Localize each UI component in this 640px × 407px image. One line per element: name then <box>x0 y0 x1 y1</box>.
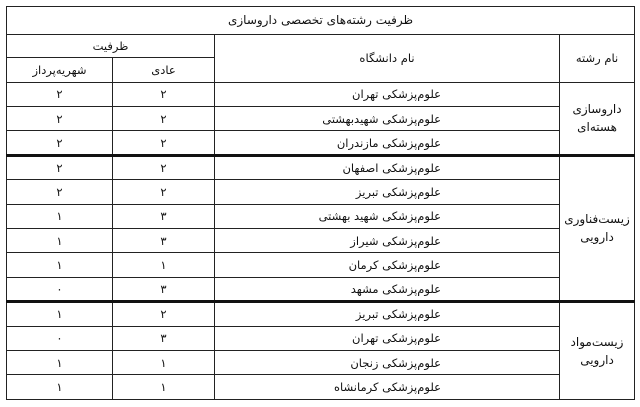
tuition-cell: ۲ <box>7 82 113 106</box>
table-row <box>7 326 635 350</box>
table-row <box>7 82 635 106</box>
university-cell: علوم‌پزشکی زنجان <box>215 351 560 375</box>
university-cell: علوم‌پزشکی شهید بهشتی <box>215 204 560 228</box>
tuition-cell: ۲ <box>7 106 113 130</box>
university-cell: علوم‌پزشکی اصفهان <box>215 155 560 179</box>
university-cell: علوم‌پزشکی کرمانشاه <box>215 375 560 400</box>
table-row <box>7 106 635 130</box>
regular-cell: ۲ <box>113 302 215 326</box>
field-cell: زیست‌فناوری دارویی <box>560 155 635 301</box>
tuition-cell: ۱ <box>7 204 113 228</box>
tuition-cell: ۱ <box>7 302 113 326</box>
tuition-cell: ۲ <box>7 155 113 179</box>
tuition-cell: ۱ <box>7 253 113 277</box>
field-cell: داروسازی هسته‌ای <box>560 82 635 155</box>
regular-header: عادی <box>113 57 215 82</box>
table-row <box>7 351 635 375</box>
regular-cell: ۲ <box>113 106 215 130</box>
university-cell: علوم‌پزشکی تبریز <box>215 180 560 204</box>
tuition-cell: ۰ <box>7 277 113 301</box>
table-row <box>7 253 635 277</box>
tuition-cell: ۱ <box>7 375 113 400</box>
university-cell: علوم‌پزشکی کرمان <box>215 253 560 277</box>
capacity-header: ظرفیت <box>7 34 215 57</box>
tuition-cell: ۲ <box>7 180 113 204</box>
table-row <box>7 180 635 204</box>
field-header: نام رشته <box>560 34 635 82</box>
university-cell: علوم‌پزشکی شیراز <box>215 228 560 252</box>
table-row <box>7 204 635 228</box>
tuition-header: شهریه‌پرداز <box>7 57 113 82</box>
capacity-table <box>6 6 635 400</box>
field-cell: زیست‌مواد دارویی <box>560 302 635 400</box>
regular-cell: ۳ <box>113 326 215 350</box>
university-cell: علوم‌پزشکی تهران <box>215 82 560 106</box>
table-row <box>7 155 635 179</box>
university-cell: علوم‌پزشکی شهیدبهشتی <box>215 106 560 130</box>
regular-cell: ۲ <box>113 82 215 106</box>
regular-cell: ۱ <box>113 253 215 277</box>
regular-cell: ۲ <box>113 180 215 204</box>
university-cell: علوم‌پزشکی مازندران <box>215 131 560 155</box>
regular-cell: ۳ <box>113 277 215 301</box>
table-row <box>7 131 635 155</box>
tuition-cell: ۰ <box>7 326 113 350</box>
regular-cell: ۳ <box>113 228 215 252</box>
regular-cell: ۳ <box>113 204 215 228</box>
table-row <box>7 277 635 301</box>
table-row <box>7 228 635 252</box>
regular-cell: ۲ <box>113 155 215 179</box>
regular-cell: ۲ <box>113 131 215 155</box>
university-cell: علوم‌پزشکی تهران <box>215 326 560 350</box>
university-cell: علوم‌پزشکی تبریز <box>215 302 560 326</box>
table-title: ظرفیت رشته‌های تخصصی داروسازی <box>7 7 635 35</box>
university-cell: علوم‌پزشکی مشهد <box>215 277 560 301</box>
tuition-cell: ۲ <box>7 131 113 155</box>
regular-cell: ۱ <box>113 351 215 375</box>
regular-cell: ۱ <box>113 375 215 400</box>
table-row <box>7 302 635 326</box>
university-header: نام دانشگاه <box>215 34 560 82</box>
table-row <box>7 375 635 400</box>
tuition-cell: ۱ <box>7 228 113 252</box>
tuition-cell: ۱ <box>7 351 113 375</box>
